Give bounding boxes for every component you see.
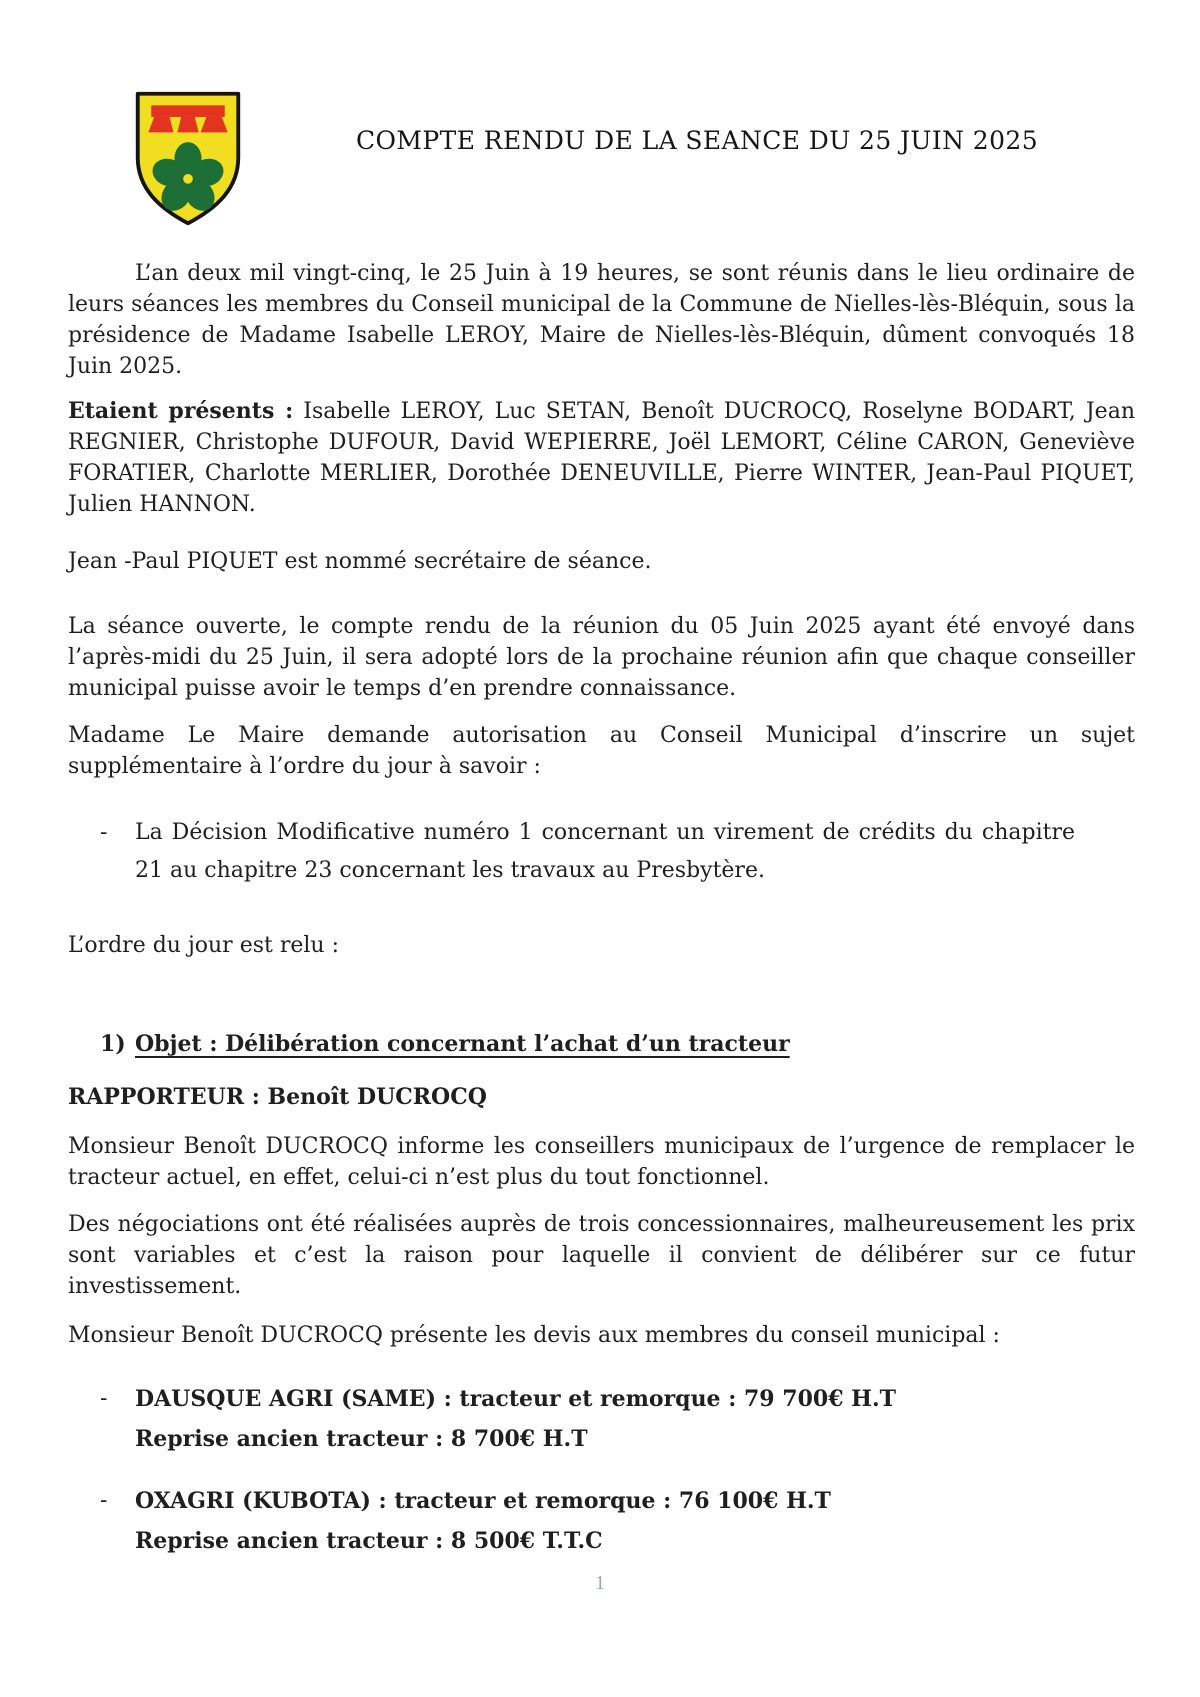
item1-rapporteur: RAPPORTEUR : Benoît DUCROCQ <box>68 1084 487 1110</box>
presents-names: Isabelle LEROY, Luc SETAN, Benoît DUCROCQ, Roselyne BODART, Jean REGNIER, Christophe DUFOUR, David WEPIERRE, Joël LEMORT, Céline CARON, Geneviève FORATIER, Charlotte MERLIER, Dorothée DENEUVILLE, Pierre WINTER, Jean-Paul PIQUET, Julien HANNON. <box>68 399 1135 517</box>
item1-paragraph-3: Monsieur Benoît DUCROCQ présente les devis aux membres du conseil municipal : <box>68 1323 1000 1348</box>
paragraph-presents <box>68 396 1135 520</box>
quote-line1: DAUSQUE AGRI (SAME) : tracteur et remorque : 79 700€ H.T <box>135 1386 896 1412</box>
item1-heading-text: Objet : Délibération concernant l’achat d’un tracteur <box>135 1031 790 1057</box>
quote-dausque-agri <box>68 1379 1135 1459</box>
paragraph-seance: La séance ouverte, le compte rendu de la réunion du 05 Juin 2025 ayant été envoyé dans l’après-midi du 25 Juin, il sera adopté lors de la prochaine réunion afin que chaque conseiller municipal puisse avoir le temps d’en prendre connaissance. <box>68 614 1135 701</box>
quote-line2: Reprise ancien tracteur : 8 500€ T.T.C <box>135 1528 603 1554</box>
quote-line1: OXAGRI (KUBOTA) : tracteur et remorque : 76 100€ H.T <box>135 1488 831 1514</box>
document-body <box>0 258 1200 1561</box>
document-header <box>0 0 1200 230</box>
bullet-decision-modificative <box>68 814 1135 890</box>
paragraph-ordre-du-jour: L’ordre du jour est relu : <box>68 933 339 958</box>
bullet-text: La Décision Modificative numéro 1 concernant un virement de crédits du chapitre 21 au chapitre 23 concernant les travaux au Presbytère. <box>135 820 1075 883</box>
paragraph-intro: L’an deux mil vingt-cinq, le 25 Juin à 19 heures, se sont réunis dans le lieu ordinaire de leurs séances les membres du Conseil municipal de la Commune de Nielles-lès-Bléquin, sous la présidence de Madame Isabelle LEROY, Maire de Nielles-lès-Bléquin, dûment convoqués 18 Juin 2025. <box>68 261 1135 379</box>
paragraph-madame-le-maire: Madame Le Maire demande autorisation au Conseil Municipal d’inscrire un sujet supplémentaire à l’ordre du jour à savoir : <box>68 723 1135 779</box>
item1-paragraph-2: Des négociations ont été réalisées auprès de trois concessionnaires, malheureusement les prix sont variables et c’est la raison pour laquelle il convient de délibérer sur ce futur investissement. <box>68 1212 1135 1299</box>
quote-oxagri <box>68 1481 1135 1561</box>
coat-of-arms-icon <box>130 88 246 230</box>
bullet-dash-icon: - <box>100 1386 108 1411</box>
page-number: 1 <box>595 1572 605 1594</box>
bullet-dash-icon: - <box>100 1488 108 1513</box>
item1-heading <box>68 1029 1135 1060</box>
quote-text <box>135 1379 896 1459</box>
item1-paragraph-1: Monsieur Benoît DUCROCQ informe les conseillers municipaux de l’urgence de remplacer le tracteur actuel, en effet, celui-ci n’est plus du tout fonctionnel. <box>68 1134 1135 1190</box>
quote-text <box>135 1481 831 1561</box>
presents-label: Etaient présents : <box>68 398 294 424</box>
page-title: COMPTE RENDU DE LA SEANCE DU 25 JUIN 2025 <box>356 126 1039 155</box>
item1-number: 1) <box>100 1031 126 1057</box>
quote-line2: Reprise ancien tracteur : 8 700€ H.T <box>135 1426 588 1452</box>
paragraph-secretary: Jean -Paul PIQUET est nommé secrétaire de séance. <box>68 549 652 574</box>
bullet-dash-icon: - <box>100 820 108 845</box>
